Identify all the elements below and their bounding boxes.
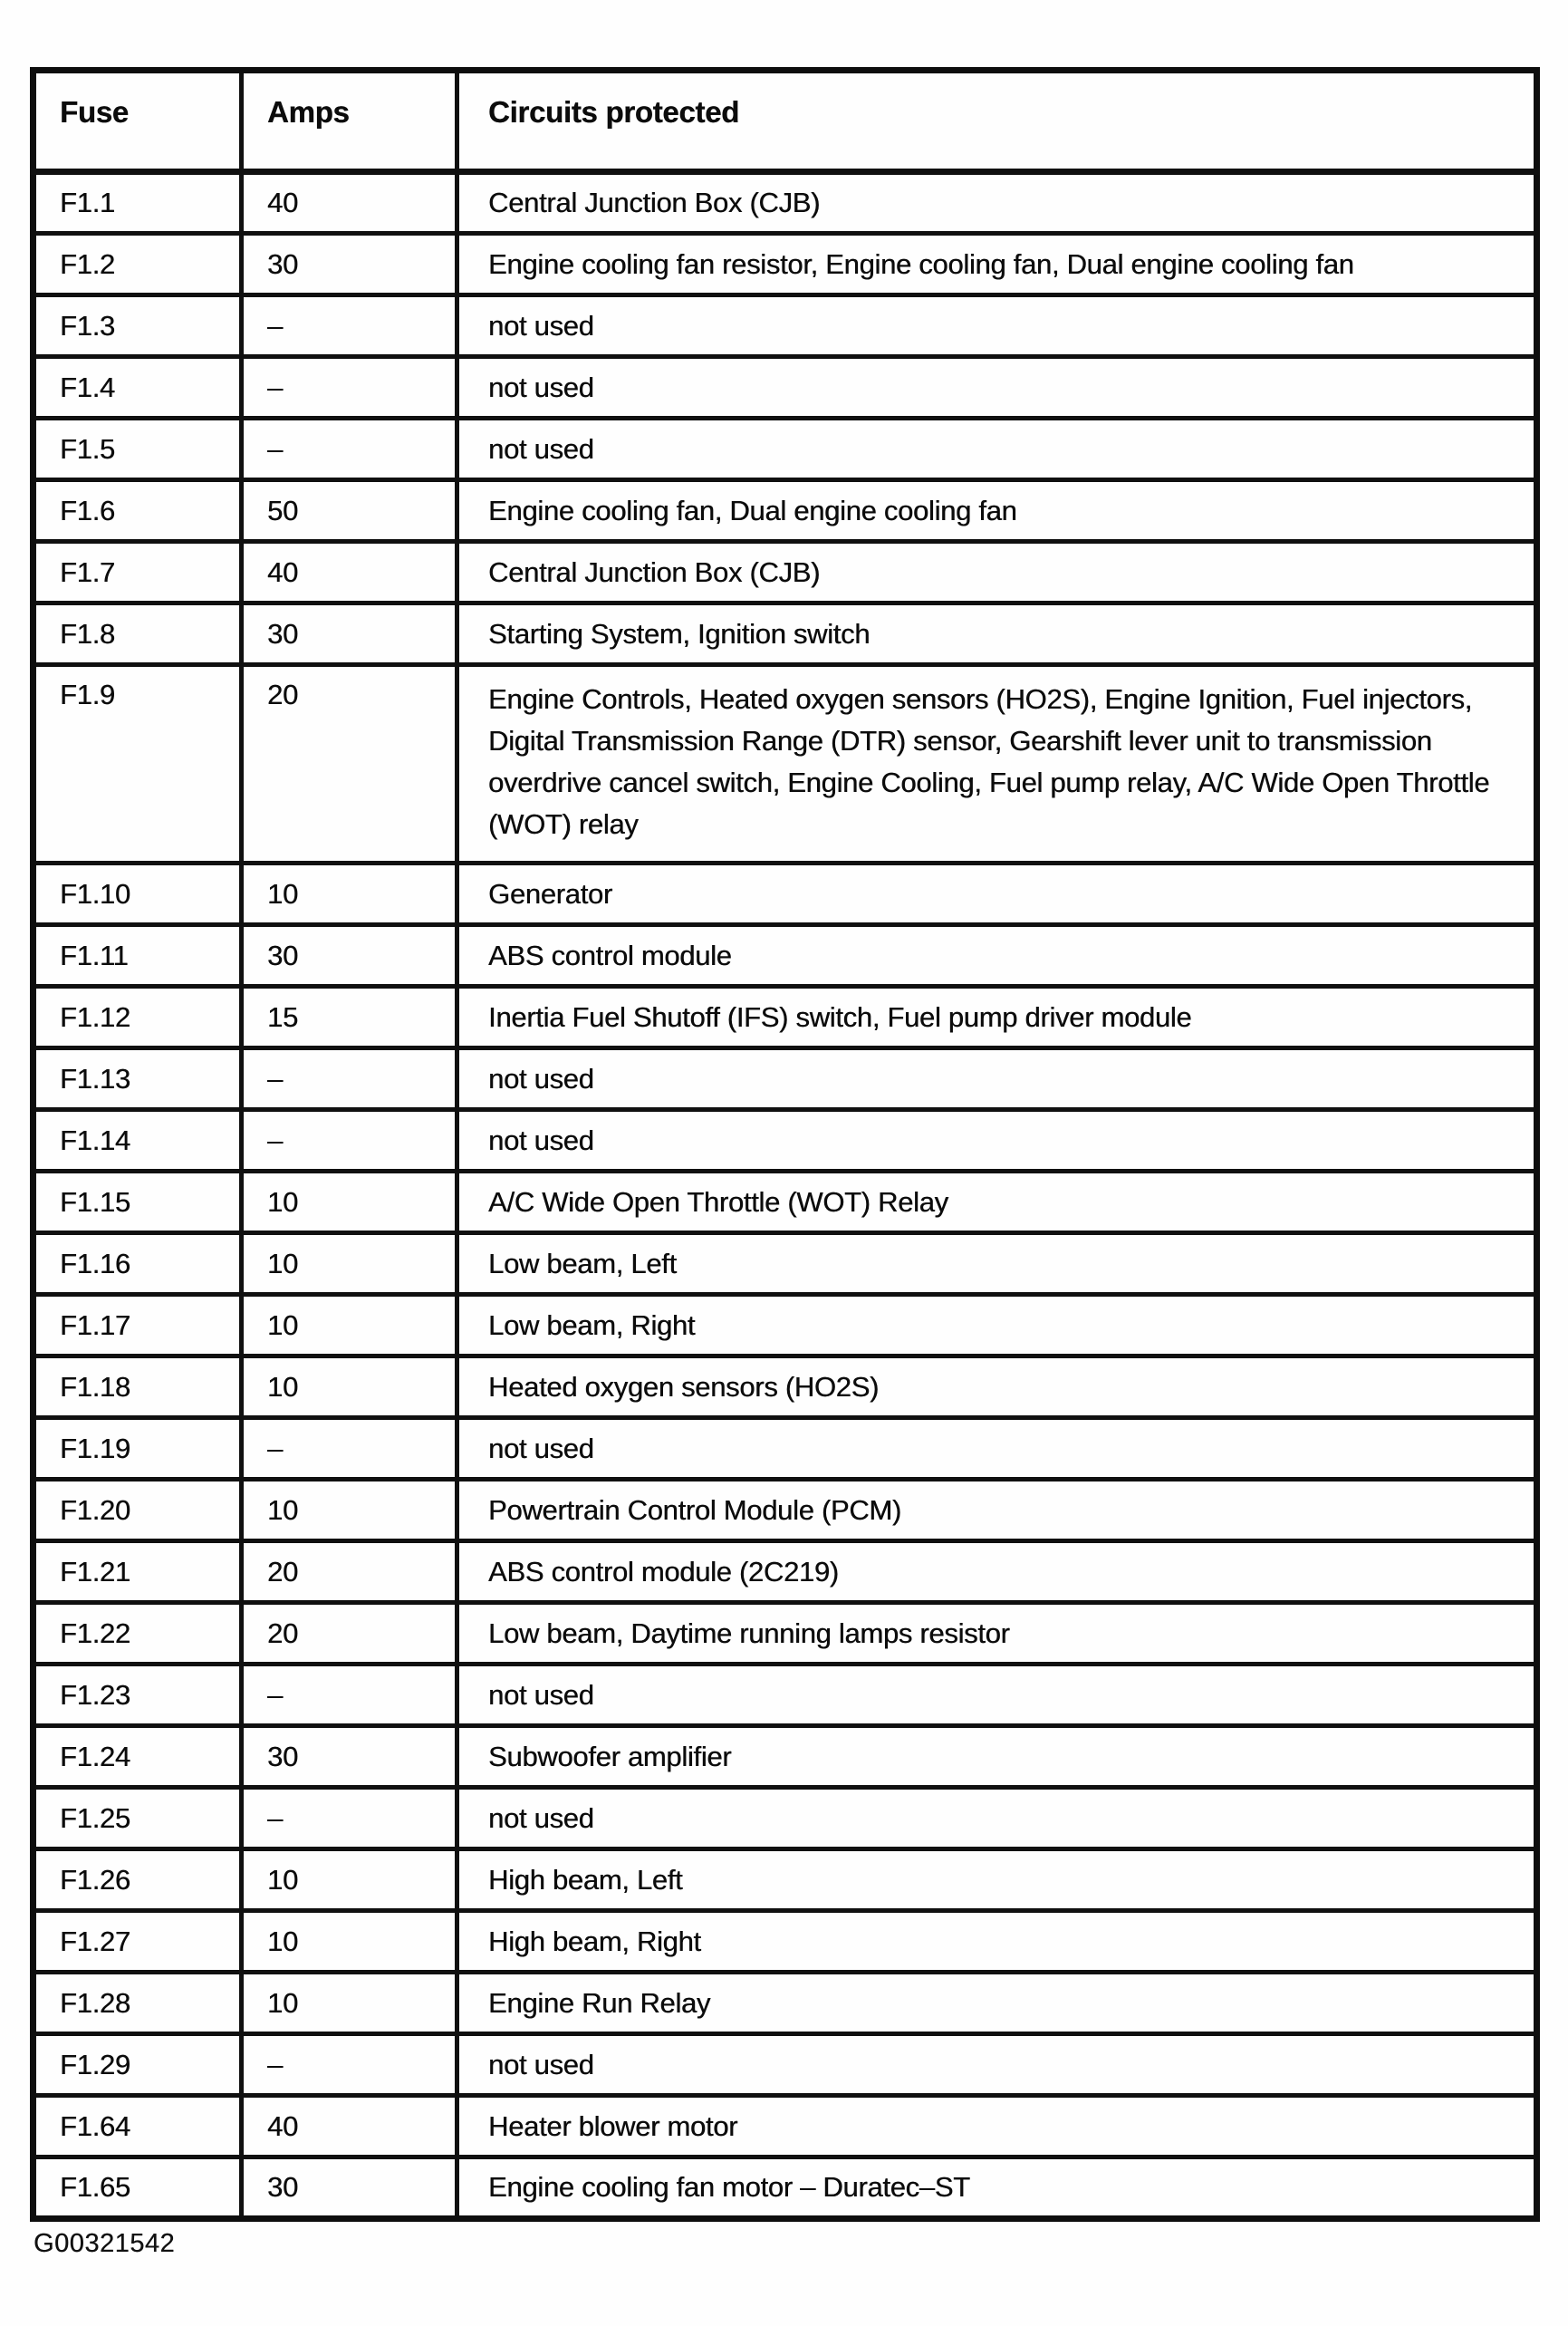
- fuse-id-cell: F1.28: [34, 1973, 242, 2034]
- fuse-id-cell: F1.2: [34, 234, 242, 295]
- amps-cell: 20: [242, 665, 457, 864]
- table-row: [34, 1418, 1537, 1480]
- fuse-chart-table: [30, 67, 1540, 2222]
- table-row: [34, 1172, 1537, 1233]
- amps-cell: –: [242, 1788, 457, 1849]
- circuits-protected-cell: not used: [457, 1110, 1537, 1172]
- table-row: [34, 480, 1537, 542]
- table-row: [34, 1295, 1537, 1356]
- circuits-protected-cell: Inertia Fuel Shutoff (IFS) switch, Fuel pump driver module: [457, 987, 1537, 1048]
- fuse-id-cell: F1.25: [34, 1788, 242, 1849]
- amps-cell: –: [242, 1665, 457, 1726]
- amps-cell: 10: [242, 1480, 457, 1541]
- table-row: [34, 295, 1537, 357]
- fuse-id-cell: F1.11: [34, 925, 242, 987]
- table-row: [34, 603, 1537, 665]
- table-row: [34, 1603, 1537, 1665]
- circuits-protected-cell: Low beam, Left: [457, 1233, 1537, 1295]
- amps-cell: 30: [242, 1726, 457, 1788]
- fuse-id-cell: F1.21: [34, 1541, 242, 1603]
- circuits-protected-cell: A/C Wide Open Throttle (WOT) Relay: [457, 1172, 1537, 1233]
- table-row: [34, 172, 1537, 234]
- fuse-id-cell: F1.6: [34, 480, 242, 542]
- amps-cell: –: [242, 1110, 457, 1172]
- circuits-protected-cell: Central Junction Box (CJB): [457, 542, 1537, 603]
- amps-cell: 10: [242, 1911, 457, 1973]
- fuse-id-cell: F1.13: [34, 1048, 242, 1110]
- fuse-id-cell: F1.17: [34, 1295, 242, 1356]
- amps-cell: –: [242, 1418, 457, 1480]
- circuits-protected-cell: Subwoofer amplifier: [457, 1726, 1537, 1788]
- table-row: [34, 1726, 1537, 1788]
- circuits-protected-cell: Low beam, Right: [457, 1295, 1537, 1356]
- fuse-id-cell: F1.26: [34, 1849, 242, 1911]
- amps-cell: 20: [242, 1603, 457, 1665]
- fuse-id-cell: F1.64: [34, 2096, 242, 2157]
- fuse-id-cell: F1.18: [34, 1356, 242, 1418]
- amps-cell: 10: [242, 1172, 457, 1233]
- amps-cell: 30: [242, 925, 457, 987]
- fuse-id-cell: F1.14: [34, 1110, 242, 1172]
- circuits-protected-cell: Heated oxygen sensors (HO2S): [457, 1356, 1537, 1418]
- amps-cell: 30: [242, 2157, 457, 2219]
- amps-cell: 50: [242, 480, 457, 542]
- table-row: [34, 1788, 1537, 1849]
- table-row: [34, 925, 1537, 987]
- fuse-id-cell: F1.7: [34, 542, 242, 603]
- fuse-id-cell: F1.4: [34, 357, 242, 419]
- column-header-fuse: Fuse: [34, 71, 242, 172]
- table-row: [34, 2034, 1537, 2096]
- circuits-protected-cell: Engine cooling fan, Dual engine cooling fan: [457, 480, 1537, 542]
- amps-cell: 15: [242, 987, 457, 1048]
- fuse-id-cell: F1.3: [34, 295, 242, 357]
- amps-cell: –: [242, 2034, 457, 2096]
- table-row: [34, 1541, 1537, 1603]
- fuse-id-cell: F1.9: [34, 665, 242, 864]
- circuits-protected-cell: Engine cooling fan resistor, Engine cooling fan, Dual engine cooling fan: [457, 234, 1537, 295]
- table-row: [34, 542, 1537, 603]
- fuse-id-cell: F1.22: [34, 1603, 242, 1665]
- circuits-protected-cell: Central Junction Box (CJB): [457, 172, 1537, 234]
- fuse-id-cell: F1.24: [34, 1726, 242, 1788]
- circuits-protected-cell: not used: [457, 419, 1537, 480]
- fuse-id-cell: F1.10: [34, 864, 242, 925]
- amps-cell: 30: [242, 603, 457, 665]
- circuits-protected-cell: not used: [457, 1788, 1537, 1849]
- amps-cell: –: [242, 295, 457, 357]
- circuits-protected-cell: not used: [457, 1418, 1537, 1480]
- circuits-protected-cell: Powertrain Control Module (PCM): [457, 1480, 1537, 1541]
- fuse-id-cell: F1.5: [34, 419, 242, 480]
- amps-cell: 20: [242, 1541, 457, 1603]
- fuse-id-cell: F1.23: [34, 1665, 242, 1726]
- table-row: [34, 357, 1537, 419]
- table-row: [34, 1665, 1537, 1726]
- circuits-protected-cell: not used: [457, 2034, 1537, 2096]
- fuse-id-cell: F1.20: [34, 1480, 242, 1541]
- amps-cell: 40: [242, 2096, 457, 2157]
- table-row: [34, 1356, 1537, 1418]
- fuse-id-cell: F1.16: [34, 1233, 242, 1295]
- circuits-protected-cell: not used: [457, 357, 1537, 419]
- circuits-protected-cell: Engine Run Relay: [457, 1973, 1537, 2034]
- circuits-protected-cell: Generator: [457, 864, 1537, 925]
- table-row: [34, 1110, 1537, 1172]
- circuits-protected-cell: not used: [457, 1665, 1537, 1726]
- fuse-id-cell: F1.29: [34, 2034, 242, 2096]
- fuse-id-cell: F1.19: [34, 1418, 242, 1480]
- amps-cell: 40: [242, 542, 457, 603]
- amps-cell: 10: [242, 1295, 457, 1356]
- circuits-protected-cell: Engine Controls, Heated oxygen sensors (HO2S), Engine Ignition, Fuel injectors, Digital Transmission Range (DTR) sensor, Gearshift lever unit to transmission overdrive cancel switch, Engine Cooling, Fuel pump relay, A/C Wide Open Throttle (WOT) relay: [457, 665, 1537, 864]
- circuits-protected-cell: Heater blower motor: [457, 2096, 1537, 2157]
- table-row: [34, 2096, 1537, 2157]
- amps-cell: 10: [242, 1356, 457, 1418]
- table-row: [34, 419, 1537, 480]
- fuse-id-cell: F1.65: [34, 2157, 242, 2219]
- amps-cell: –: [242, 357, 457, 419]
- table-row: [34, 1480, 1537, 1541]
- table-row: [34, 1849, 1537, 1911]
- amps-cell: 10: [242, 1973, 457, 2034]
- circuits-protected-cell: ABS control module: [457, 925, 1537, 987]
- figure-reference-code: G00321542: [34, 2229, 176, 2258]
- table-row: [34, 987, 1537, 1048]
- fuse-id-cell: F1.1: [34, 172, 242, 234]
- table-row: [34, 864, 1537, 925]
- amps-cell: 40: [242, 172, 457, 234]
- circuits-protected-cell: Engine cooling fan motor – Duratec–ST: [457, 2157, 1537, 2219]
- fuse-id-cell: F1.27: [34, 1911, 242, 1973]
- amps-cell: 10: [242, 864, 457, 925]
- circuits-protected-cell: Low beam, Daytime running lamps resistor: [457, 1603, 1537, 1665]
- circuits-protected-cell: not used: [457, 1048, 1537, 1110]
- table-row: [34, 1911, 1537, 1973]
- column-header-amps: Amps: [242, 71, 457, 172]
- circuits-protected-cell: High beam, Right: [457, 1911, 1537, 1973]
- amps-cell: –: [242, 1048, 457, 1110]
- table-row: [34, 1973, 1537, 2034]
- circuits-protected-cell: Starting System, Ignition switch: [457, 603, 1537, 665]
- amps-cell: 10: [242, 1849, 457, 1911]
- fuse-id-cell: F1.8: [34, 603, 242, 665]
- table-row: [34, 1048, 1537, 1110]
- column-header-circuits-protected: Circuits protected: [457, 71, 1537, 172]
- circuits-protected-cell: High beam, Left: [457, 1849, 1537, 1911]
- table-row: [34, 665, 1537, 864]
- amps-cell: –: [242, 419, 457, 480]
- circuits-protected-cell: ABS control module (2C219): [457, 1541, 1537, 1603]
- table-body: [34, 172, 1537, 2219]
- fuse-id-cell: F1.15: [34, 1172, 242, 1233]
- amps-cell: 30: [242, 234, 457, 295]
- amps-cell: 10: [242, 1233, 457, 1295]
- fuse-id-cell: F1.12: [34, 987, 242, 1048]
- header-row: [34, 71, 1537, 172]
- table-row: [34, 2157, 1537, 2219]
- table-row: [34, 1233, 1537, 1295]
- table-row: [34, 234, 1537, 295]
- circuits-protected-cell: not used: [457, 295, 1537, 357]
